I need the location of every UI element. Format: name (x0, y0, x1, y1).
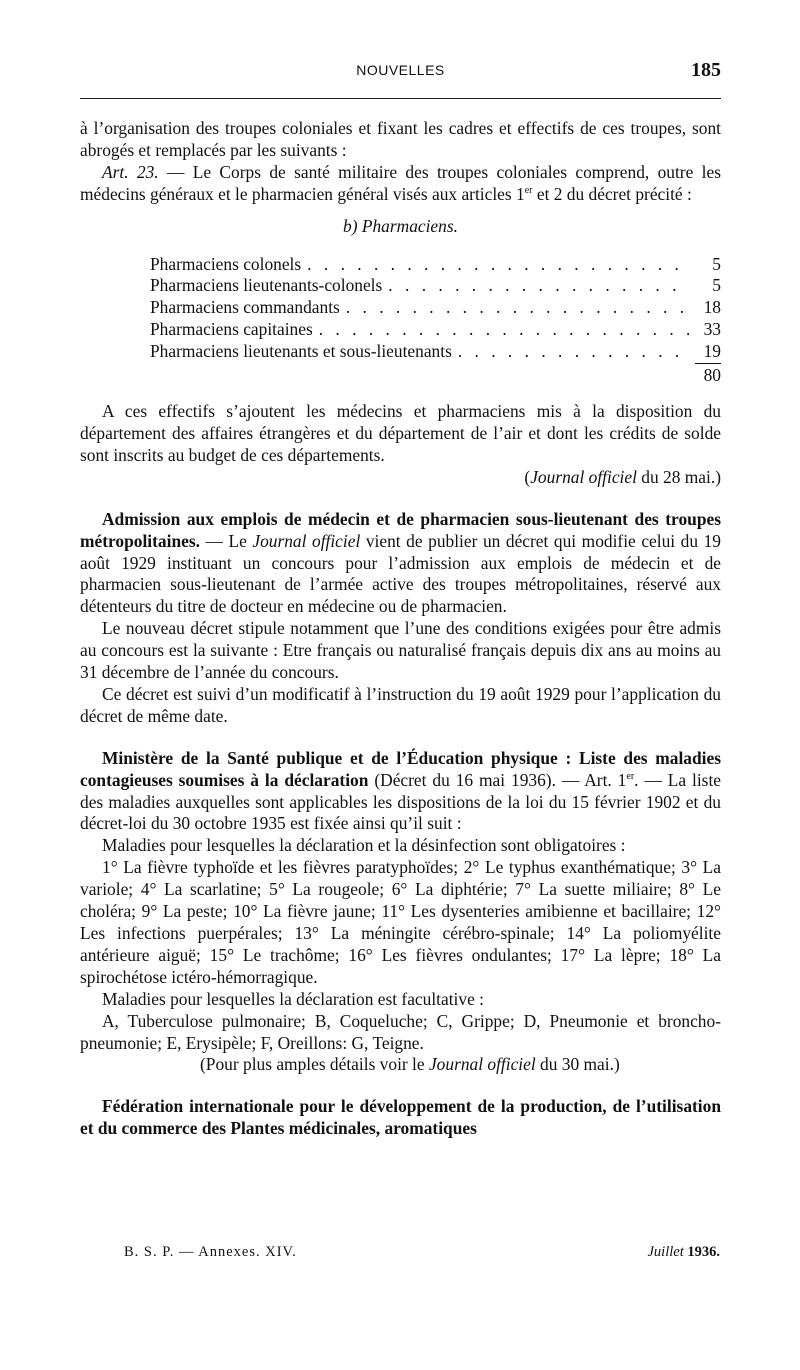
table-total: 80 (703, 365, 721, 386)
admission-paragraph: Admission aux emplois de médecin et de pharmacien sous-lieutenant des troupes métropolitaines. — Le Journal officiel vient de publier un décret qui modifie celui du 19 août 1929 instituant un concours pour l’admission aux emplois de médecin et de pharmacien sous-lieutenant de l’armée active des troupes métropolitaines, réservé aux détenteurs du titre de docteur en médecine ou de pharmacien. (80, 508, 721, 617)
journal-title: Journal officiel (428, 1054, 536, 1075)
row-value: 18 (703, 297, 721, 318)
section-gap (80, 489, 721, 509)
leader-dots (458, 341, 689, 363)
pharmaciens-subheading: b) Pharmaciens. (343, 215, 458, 236)
leader-dots (319, 319, 689, 341)
federation-title: Fédération internationale pour le développement de la production, de l’utilisation et du commerce des Plantes médicinales, aromatiques (80, 1096, 721, 1139)
row-value: 5 (712, 253, 721, 274)
journal-title: Journal officiel (252, 530, 361, 551)
leader-dots (346, 297, 689, 319)
article-text: — Le Corps de santé militaire des troupes coloniales comprend, outre les médecins généraux et le pharmacien général visés aux articles 1 (80, 161, 721, 204)
leader-dots (307, 254, 689, 276)
table-row (150, 275, 721, 297)
section-gap (80, 728, 721, 748)
intro-paragraph: à l’organisation des troupes coloniales et fixant les cadres et effectifs de ces troupes, sont abrogés et remplacés par les suivants : (80, 118, 721, 160)
row-value: 5 (712, 275, 721, 296)
footer-signature: B. S. P. — Annexes. XIV. (124, 1244, 297, 1260)
facultative-intro: Maladies pour lesquelles la déclaration est facultative : (102, 988, 484, 1009)
table-row (150, 341, 721, 364)
running-head: NOUVELLES (356, 62, 445, 78)
ministere-source: (Pour plus amples détails voir le Journal officiel du 30 mai.) (200, 1054, 620, 1075)
obligatory-list: 1° La fièvre typhoïde et les fièvres paratyphoïdes; 2° Le typhus exanthématique; 3° La variole; 4° La scarlatine; 5° La rougeole; 6° La diphtérie; 7° La suette miliaire; 8° Le choléra; 9° La peste; 10° La fièvre jaune; 11° Les dysenteries amibienne et bacillaire; 12° Les infections puerpérales; 13° La méningite cérébro-spinale; 14° La poliomyélite antérieure aiguë; 15° Le trachôme; 16° Les fièvres ondulantes; 17° La lèpre; 18° La spirochétose ictéro-hémorragique. (80, 857, 721, 987)
facultative-list: A, Tuberculose pulmonaire; B, Coqueluche; C, Grippe; D, Pneumonie et broncho-pneumonie; E, Erysipèle; F, Oreillons: G, Teigne. (80, 1010, 721, 1053)
leader-dots (388, 275, 689, 297)
effectifs-paragraph: A ces effectifs s’ajoutent les médecins et pharmaciens mis à la disposition du département des affaires étrangères et du département de l’air et dont les crédits de solde sont inscrits au budget de ces départements. (80, 401, 721, 465)
table-row (150, 297, 721, 319)
effectifs-source: (Journal officiel du 28 mai.) (524, 466, 721, 487)
journal-title: Journal officiel (530, 466, 637, 487)
row-label: Pharmaciens lieutenants-colonels (150, 275, 383, 296)
page-body (80, 118, 721, 1140)
article-sup: er (524, 184, 533, 196)
row-label: Pharmaciens lieutenants et sous-lieutenants (150, 341, 452, 362)
admission-paragraph-3: Ce décret est suivi d’un modificatif à l’instruction du 19 août 1929 pour l’application du décret de même date. (80, 683, 721, 726)
row-value: 33 (703, 319, 721, 340)
row-label: Pharmaciens colonels (150, 253, 302, 274)
admission-title: Admission aux emplois de médecin et de pharmacien sous-lieutenant des troupes métropolitaines. (80, 508, 721, 551)
article-text-end: et 2 du décret précité : (532, 183, 692, 204)
row-label: Pharmaciens commandants (150, 297, 340, 318)
footer-date: Juillet 1936. (647, 1244, 720, 1260)
page-header (80, 59, 721, 102)
table-row (150, 319, 721, 341)
obligatory-intro: Maladies pour lesquelles la déclaration et la désinfection sont obligatoires : (102, 835, 626, 856)
section-gap (80, 1076, 721, 1096)
table-row (150, 254, 721, 276)
pharmaciens-table (150, 254, 721, 388)
row-label: Pharmaciens capitaines (150, 319, 313, 340)
ministere-paragraph: Ministère de la Santé publique et de l’Éducation physique : Liste des maladies contagieuses soumises à la déclaration (Décret du 16 mai 1936). — Art. 1er. — La liste des maladies auxquelles sont applicables les dispositions de la loi du 15 février 1902 et du décret-loi du 30 octobre 1935 est fixée ainsi qu’il suit : (80, 747, 722, 834)
article-23-paragraph (80, 162, 721, 206)
article-label: Art. 23. (102, 161, 159, 182)
page-number: 185 (691, 59, 721, 81)
header-rule (80, 98, 721, 99)
admission-paragraph-2: Le nouveau décret stipule notamment que l’une des conditions exigées pour être admis au concours est la suivante : Etre français ou naturalisé français depuis dix ans au moins au 31 décembre de l’année du concours. (80, 618, 721, 683)
federation-paragraph (80, 1096, 721, 1140)
row-value: 19 (695, 341, 721, 364)
ministere-title: Ministère de la Santé publique et de l’Éducation physique : Liste des maladies contagieuses soumises à la déclaration (80, 747, 721, 790)
